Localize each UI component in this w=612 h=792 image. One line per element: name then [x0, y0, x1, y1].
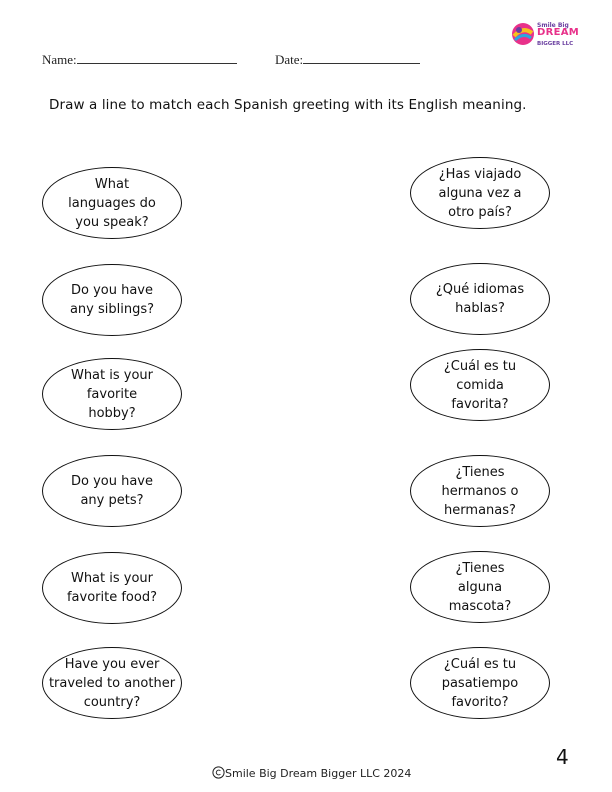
oval-text: Do you have [70, 283, 153, 298]
spanish-oval-2[interactable] [410, 263, 550, 335]
oval-text: ¿Qué idiomas [435, 282, 525, 297]
oval-text: otro país? [448, 204, 512, 220]
oval-text: ¿Cuál es tu [443, 358, 517, 374]
english-oval-6[interactable] [42, 647, 182, 719]
oval-text: any pets? [80, 493, 144, 508]
english-oval-3[interactable] [42, 358, 182, 430]
footer [212, 766, 411, 780]
oval-text: What [94, 176, 130, 192]
oval-text: hermanas? [444, 502, 516, 518]
date-label: Date: [275, 52, 304, 67]
oval-text: traveled to another [48, 675, 176, 691]
spanish-oval-4[interactable] [410, 455, 550, 527]
oval-text: languages do [68, 195, 156, 211]
oval-text: favorite food? [66, 590, 157, 605]
date-blank[interactable] [303, 51, 420, 64]
oval-text: Do you have [70, 474, 153, 489]
oval-text: country? [83, 694, 141, 710]
spanish-oval-1[interactable] [410, 157, 550, 229]
oval-text: What is your [70, 367, 154, 383]
spanish-oval-3[interactable] [410, 349, 550, 421]
oval-text: favorite [86, 386, 138, 402]
copyright-icon [212, 766, 225, 779]
date-field [275, 51, 420, 68]
oval-text: ¿Has viajado [438, 166, 522, 182]
logo-line1: Smile Big [537, 22, 569, 29]
oval-text: alguna vez a [438, 185, 522, 201]
english-oval-2[interactable] [42, 264, 182, 336]
oval-text: ¿Tienes [455, 464, 505, 480]
oval-text: What is your [70, 571, 154, 586]
oval-text: ¿Tienes [455, 560, 505, 576]
english-oval-5[interactable] [42, 552, 182, 624]
oval-text: hobby? [88, 405, 136, 421]
spanish-oval-6[interactable] [410, 647, 550, 719]
english-oval-1[interactable] [42, 167, 182, 239]
instructions: Draw a line to match each Spanish greeting with its English meaning. [49, 97, 527, 113]
oval-text: pasatiempo [441, 675, 519, 691]
spanish-oval-5[interactable] [410, 551, 550, 623]
logo-line2: DREAM [537, 27, 580, 38]
name-blank[interactable] [77, 51, 237, 64]
oval-text: you speak? [75, 214, 149, 230]
oval-text: mascota? [448, 598, 512, 614]
oval-text: comida [456, 377, 504, 393]
oval-text: favorito? [451, 694, 509, 710]
footer-text: Smile Big Dream Bigger LLC 2024 [225, 767, 412, 780]
page-number: 4 [556, 745, 569, 769]
oval-text: ¿Cuál es tu [443, 656, 517, 672]
brand-logo [510, 20, 580, 48]
logo-line3: BIGGER LLC [537, 41, 574, 47]
oval-text: alguna [457, 579, 503, 595]
name-label: Name: [42, 52, 77, 67]
oval-text: Have you ever [64, 656, 160, 672]
brand-logo-icon [510, 21, 536, 47]
oval-text: hablas? [455, 301, 505, 316]
oval-text: any siblings? [69, 302, 155, 317]
oval-text: hermanos o [441, 483, 519, 499]
name-field [42, 51, 237, 68]
oval-text: favorita? [451, 396, 509, 412]
english-oval-4[interactable] [42, 455, 182, 527]
